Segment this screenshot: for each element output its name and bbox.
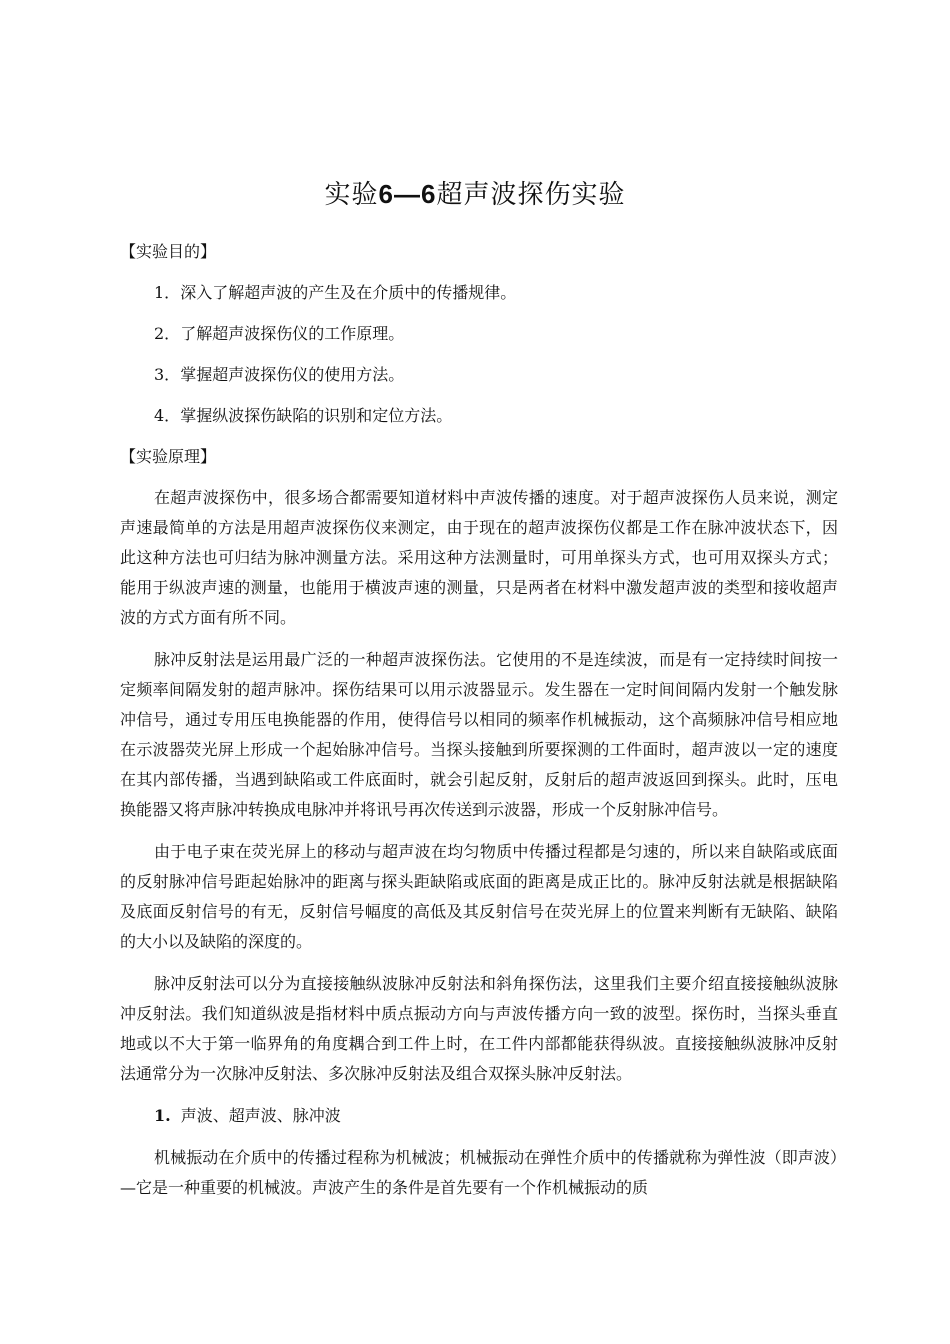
list-item-number: 1． bbox=[154, 283, 181, 302]
spacer bbox=[120, 957, 838, 969]
list-item-number: 3． bbox=[154, 365, 181, 384]
list-item bbox=[120, 319, 838, 349]
spacer bbox=[120, 825, 838, 837]
list-item-number: 2． bbox=[154, 324, 181, 343]
list-item bbox=[120, 401, 838, 431]
list-item-text: 掌握纵波探伤缺陷的识别和定位方法。 bbox=[180, 406, 453, 425]
document-body bbox=[120, 237, 838, 1203]
body-paragraph: 脉冲反射法可以分为直接接触纵波脉冲反射法和斜角探伤法，这里我们主要介绍直接接触纵波脉冲反射法。我们知道纵波是指材料中质点振动方向与声波传播方向一致的波型。探伤时，当探头垂直地或以不大于第一临界角的角度耦合到工件上时，在工件内部都能获得纵波。直接接触纵波脉冲反射法通常分为一次脉冲反射法、多次脉冲反射法及组合双探头脉冲反射法。 bbox=[120, 974, 838, 1083]
list-item-text: 掌握超声波探伤仪的使用方法。 bbox=[180, 365, 405, 384]
body-paragraph: 在超声波探伤中，很多场合都需要知道材料中声波传播的速度。对于超声波探伤人员来说，测定声速最简单的方法是用超声波探伤仪来测定，由于现在的超声波探伤仪都是工作在脉冲波状态下，因此这种方法也可归结为脉冲测量方法。采用这种方法测量时，可用单探头方式，也可用双探头方式；能用于纵波声速的测量，也能用于横波声速的测量，只是两者在材料中激发超声波的类型和接收超声波的方式方面有所不同。 bbox=[120, 488, 838, 627]
body-paragraph: 由于电子束在荧光屏上的移动与超声波在均匀物质中传播过程都是匀速的，所以来自缺陷或底面的反射脉冲信号距起始脉冲的距离与探头距缺陷或底面的距离是成正比的。脉冲反射法就是根据缺陷及底面反射信号的有无，反射信号幅度的高低及其反射信号在荧光屏上的位置来判断有无缺陷、缺陷的大小以及缺陷的深度的。 bbox=[120, 842, 838, 951]
purpose-list bbox=[120, 278, 838, 431]
subsection-heading bbox=[120, 1101, 838, 1131]
title-suffix: 超声波探伤实验 bbox=[436, 180, 626, 210]
list-item bbox=[120, 360, 838, 390]
list-item-number: 4． bbox=[154, 406, 181, 425]
section-heading-purpose: 【实验目的】 bbox=[120, 242, 217, 261]
list-item-text: 了解超声波探伤仪的工作原理。 bbox=[180, 324, 405, 343]
body-paragraph: 机械振动在介质中的传播过程称为机械波；机械振动在弹性介质中的传播就称为弹性波（即声波）—它是一种重要的机械波。声波产生的条件是首先要有一个作机械振动的质 bbox=[120, 1148, 838, 1197]
body-paragraph: 脉冲反射法是运用最广泛的一种超声波探伤法。它使用的不是连续波，而是有一定持续时间按一定频率间隔发射的超声脉冲。探伤结果可以用示波器显示。发生器在一定时间间隔内发射一个触发脉冲信号，通过专用压电换能器的作用，使得信号以相同的频率作机械振动，这个高频脉冲信号相应地在示波器荧光屏上形成一个起始脉冲信号。当探头接触到所要探测的工件面时，超声波以一定的速度在其内部传播，当遇到缺陷或工件底面时，就会引起反射，反射后的超声波返回到探头。此时，压电换能器又将声脉冲转换成电脉冲并将讯号再次传送到示波器，形成一个反射脉冲信号。 bbox=[120, 650, 838, 819]
spacer bbox=[120, 1131, 838, 1143]
page-title bbox=[0, 176, 950, 213]
list-item bbox=[120, 278, 838, 308]
spacer bbox=[120, 633, 838, 645]
section-heading-principle: 【实验原理】 bbox=[120, 447, 217, 466]
spacer bbox=[120, 1089, 838, 1101]
subsection-number: 1. bbox=[154, 1106, 171, 1125]
spacer bbox=[120, 431, 838, 442]
list-item-text: 深入了解超声波的产生及在介质中的传播规律。 bbox=[180, 283, 517, 302]
title-number: 6—6 bbox=[378, 179, 437, 209]
title-prefix: 实验 bbox=[324, 180, 379, 210]
spacer bbox=[120, 472, 838, 483]
subsection-title: 声波、超声波、脉冲波 bbox=[180, 1106, 341, 1125]
